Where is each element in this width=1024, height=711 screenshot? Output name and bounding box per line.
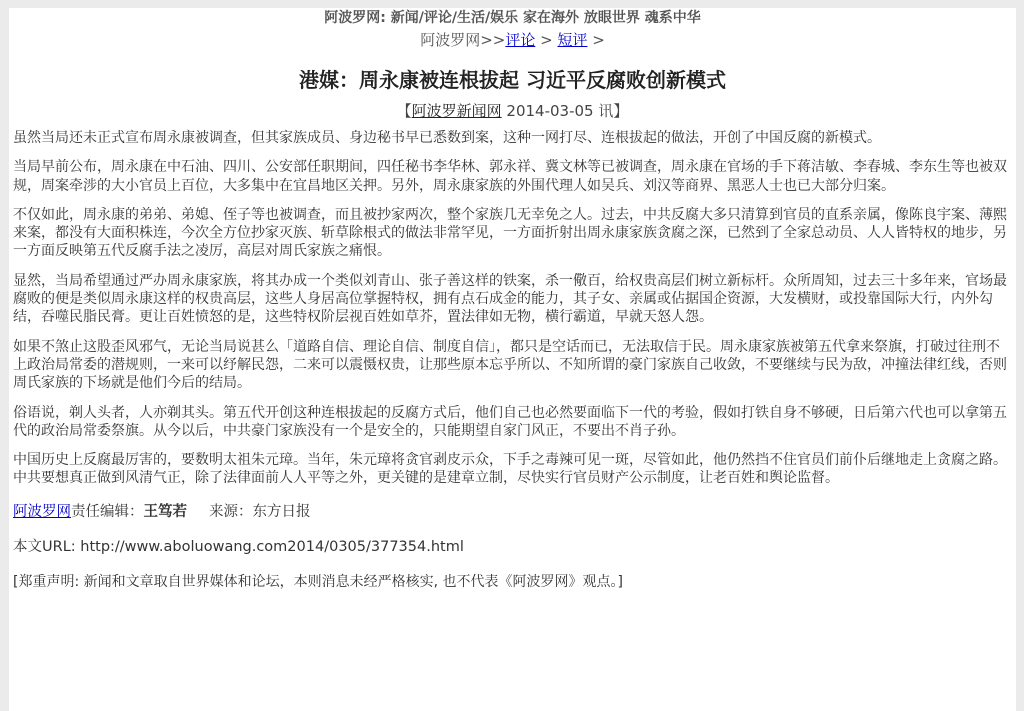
breadcrumb-separator: > bbox=[535, 31, 558, 49]
byline-open-bracket: 【 bbox=[396, 102, 412, 120]
disclaimer: [郑重声明: 新闻和文章取自世界媒体和论坛，本则消息未经严格核实, 也不代表《阿波罗网》观点。] bbox=[13, 573, 623, 590]
article-body bbox=[9, 129, 1016, 488]
article-paragraph: 如果不煞止这股歪风邪气，无论当局说甚么「道路自信、理论自信、制度自信」，都只是空话而已，无法取信于民。周永康家族被第五代拿来祭旗，打破过往刑不上政治局常委的潜规则，一来可以纾解民怨，二来可以震慑权贵，让那些原本忘乎所以、不知所谓的豪门家族自己收敛，不要继续与民为敌，冲撞法律红线，否则周氏家族的下场就是他们今后的结局。 bbox=[13, 338, 1007, 392]
article-byline bbox=[9, 102, 1016, 120]
article-paragraph: 不仅如此，周永康的弟弟、弟媳、侄子等也被调查，而且被抄家两次，整个家族几无幸免之人。过去，中共反腐大多只清算到官员的直系亲属，像陈良宇案、薄熙来案，都没有大面积株连，今次全方位抄家灭族、斩草除根式的做法非常罕见，一方面折射出周永康家族贪腐之深，已然到了全家总动员、人人皆特权的地步，另一方面反映第五代反腐手法之凌厉，高层对周氏家族之痛恨。 bbox=[13, 206, 1007, 260]
breadcrumb-link-commentary[interactable]: 评论 bbox=[505, 31, 536, 49]
article-paragraph: 虽然当局还未正式宣布周永康被调查，但其家族成员、身边秘书早已悉数到案，这种一网打尽、连根拔起的做法，开创了中国反腐的新模式。 bbox=[13, 130, 881, 146]
editor-label: 责任编辑： bbox=[71, 503, 144, 520]
breadcrumb bbox=[9, 32, 1016, 49]
article-paragraph: 显然，当局希望通过严办周永康家族，将其办成一个类似刘青山、张子善这样的铁案，杀一儆百，给权贵高层们树立新标杆。众所周知，过去三十多年来，官场最腐败的便是类似周永康这样的权贵高层，这些人身居高位掌握特权，拥有点石成金的能力，其子女、亲属或佔据国企资源，大发横财，或投靠国际大行，内外勾结，吞噬民脂民膏。更让百姓愤怒的是，这些特权阶层视百姓如草芥，置法律如无物，横行霸道，早就天怒人怨。 bbox=[13, 272, 1007, 326]
article-title: 港媒：周永康被连根拔起 习近平反腐败创新模式 bbox=[299, 68, 726, 92]
article-paragraph: 中国历史上反腐最厉害的，要数明太祖朱元璋。当年，朱元璋将贪官剥皮示众，下手之毒辣可见一斑，尽管如此，他仍然挡不住官员们前仆后继地走上贪腐之路。中共要想真正做到风清气正，除了法律面前人人平等之外，更关键的是建章立制，尽快实行官员财产公示制度，让老百姓和舆论监督。 bbox=[13, 452, 1007, 487]
article-paragraph: 当局早前公布，周永康在中石油、四川、公安部任职期间，四任秘书李华林、郭永祥、冀文林等已被调查，周永康在官场的手下蒋洁敏、李春城、李东生等也被双规，周案牵涉的大小官员上百位，大多集中在宜昌地区关押。另外，周永康家族的外围代理人如吴兵、刘汉等商界、黑恶人士也已大部分归案。 bbox=[13, 159, 1007, 194]
byline-source-link[interactable]: 阿波罗新闻网 bbox=[411, 102, 502, 120]
article-page bbox=[9, 8, 1016, 711]
breadcrumb-prefix: 阿波罗网>> bbox=[420, 31, 506, 49]
article-url: 本文URL: http://www.aboluowang.com2014/0305/377354.html bbox=[13, 538, 464, 555]
article-paragraph: 俗语说，剃人头者，人亦剃其头。第五代开创这种连根拔起的反腐方式后，他们自己也必然要面临下一代的考验，假如打铁自身不够硬，日后第六代也可以拿第五代的政治局常委祭旗。从今以后，中共豪门家族没有一个是安全的，只能期望自家门风正，不要出不肖子孙。 bbox=[13, 404, 1007, 439]
byline-date: 2014-03-05 讯】 bbox=[501, 102, 629, 120]
editor-name: 王笃若 bbox=[143, 503, 187, 520]
breadcrumb-separator-end: > bbox=[587, 31, 605, 49]
site-header: 阿波罗网: 新闻/评论/生活/娱乐 家在海外 放眼世界 魂系中华 bbox=[324, 10, 701, 26]
editor-line bbox=[9, 503, 1016, 521]
source-label: 来源：东方日报 bbox=[209, 503, 311, 520]
breadcrumb-link-short-commentary[interactable]: 短评 bbox=[557, 31, 588, 49]
footer-site-link[interactable]: 阿波罗网 bbox=[13, 503, 71, 520]
